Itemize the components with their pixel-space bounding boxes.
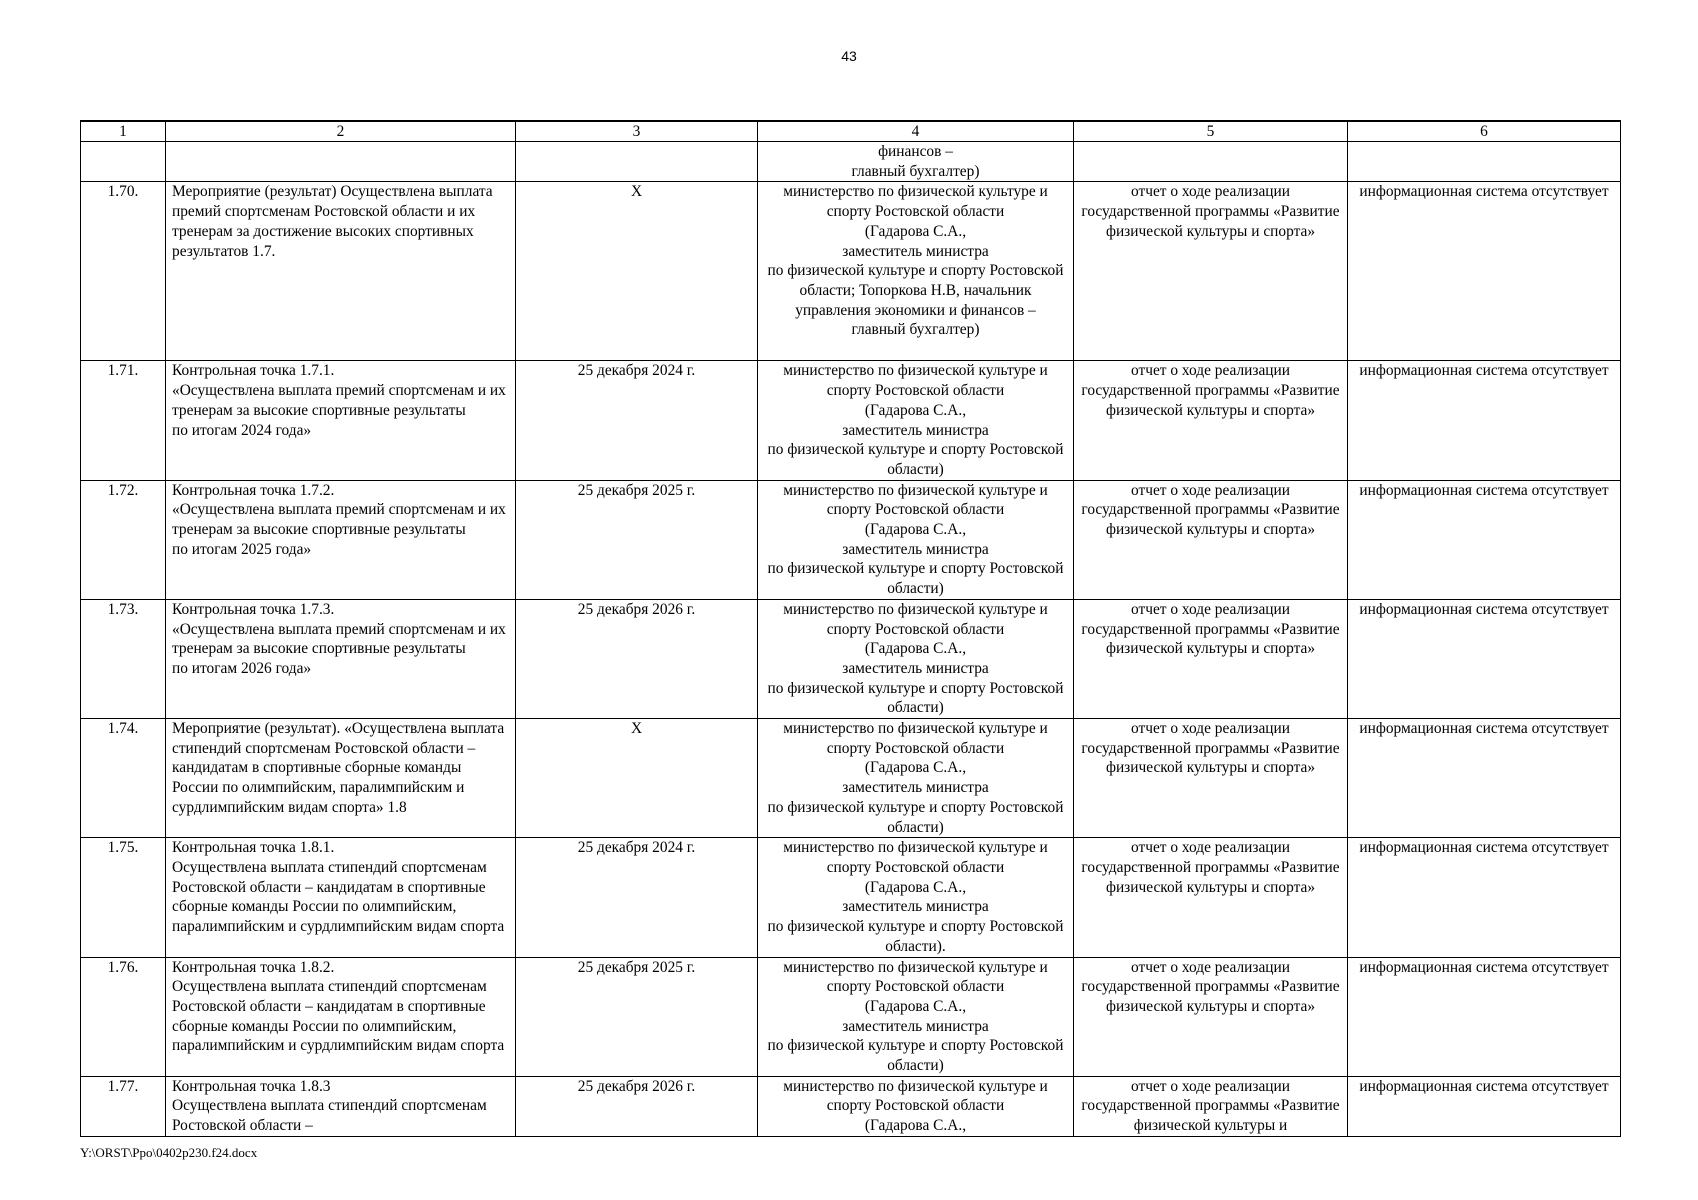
confirming-document-cell: отчет о ходе реализации государственной программы «Развитие физической культуры и спорта» xyxy=(1074,361,1348,480)
row-number-cell: 1.70. xyxy=(81,182,166,361)
information-system-cell: информационная система отсутствует xyxy=(1348,599,1621,718)
column-header: 6 xyxy=(1348,121,1621,142)
information-system-cell: информационная система отсутствует xyxy=(1348,1076,1621,1136)
row-number-cell xyxy=(81,142,166,182)
deadline-cell: 25 декабря 2024 г. xyxy=(516,838,758,957)
column-header: 2 xyxy=(166,121,516,142)
deadline-cell: 25 декабря 2025 г. xyxy=(516,480,758,599)
event-name-cell: Контрольная точка 1.7.1. «Осуществлена выплата премий спортсменам и их тренерам за высокие спортивные результаты по итогам 2024 года» xyxy=(166,361,516,480)
event-name-cell: Контрольная точка 1.7.2. «Осуществлена выплата премий спортсменам и их тренерам за высокие спортивные результаты по итогам 2025 года» xyxy=(166,480,516,599)
table-row xyxy=(81,142,1621,182)
row-number-cell: 1.75. xyxy=(81,838,166,957)
table-header-row xyxy=(81,121,1621,142)
row-number-cell: 1.71. xyxy=(81,361,166,480)
row-number-cell: 1.72. xyxy=(81,480,166,599)
information-system-cell: информационная система отсутствует xyxy=(1348,480,1621,599)
confirming-document-cell: отчет о ходе реализации государственной программы «Развитие физической культуры и спорта» xyxy=(1074,599,1348,718)
information-system-cell: информационная система отсутствует xyxy=(1348,182,1621,361)
row-number-cell: 1.76. xyxy=(81,957,166,1076)
information-system-cell xyxy=(1348,142,1621,182)
information-system-cell: информационная система отсутствует xyxy=(1348,957,1621,1076)
responsible-cell: министерство по физической культуре и спорту Ростовской области (Гадарова С.А., заместитель министра по физической культуре и спорту Ростовской области) xyxy=(758,599,1074,718)
confirming-document-cell: отчет о ходе реализации государственной программы «Развитие физической культуры и спорта» xyxy=(1074,719,1348,838)
event-name-cell: Мероприятие (результат). «Осуществлена выплата стипендий спортсменам Ростовской области – кандидатам в спортивные сборные команды России по олимпийским, паралимпийским и сурдлимпийским видам спорта» 1.8 xyxy=(166,719,516,838)
responsible-cell: министерство по физической культуре и спорту Ростовской области (Гадарова С.А., заместитель министра по физической культуре и спорту Ростовской области; Топоркова Н.В, начальник управления экономики и финансов – главный бухгалтер) xyxy=(758,182,1074,361)
confirming-document-cell: отчет о ходе реализации государственной программы «Развитие физической культуры и xyxy=(1074,1076,1348,1136)
table-row xyxy=(81,1076,1621,1136)
event-name-cell: Контрольная точка 1.8.2. Осуществлена выплата стипендий спортсменам Ростовской области – кандидатам в спортивные сборные команды России по олимпийским, паралимпийским и сурдлимпийским видам спорта xyxy=(166,957,516,1076)
event-name-cell: Мероприятие (результат) Осуществлена выплата премий спортсменам Ростовской области и их тренерам за достижение высоких спортивных результатов 1.7. xyxy=(166,182,516,361)
table-row xyxy=(81,361,1621,480)
deadline-cell: 25 декабря 2026 г. xyxy=(516,1076,758,1136)
information-system-cell: информационная система отсутствует xyxy=(1348,838,1621,957)
table-row xyxy=(81,838,1621,957)
responsible-cell: министерство по физической культуре и спорту Ростовской области (Гадарова С.А., заместитель министра по физической культуре и спорту Ростовской области) xyxy=(758,361,1074,480)
responsible-cell: министерство по физической культуре и спорту Ростовской области (Гадарова С.А., заместитель министра по физической культуре и спорту Ростовской области) xyxy=(758,719,1074,838)
deadline-cell: 25 декабря 2026 г. xyxy=(516,599,758,718)
column-header: 4 xyxy=(758,121,1074,142)
responsible-cell: министерство по физической культуре и спорту Ростовской области (Гадарова С.А., xyxy=(758,1076,1074,1136)
row-number-cell: 1.73. xyxy=(81,599,166,718)
confirming-document-cell: отчет о ходе реализации государственной программы «Развитие физической культуры и спорта» xyxy=(1074,480,1348,599)
column-header: 3 xyxy=(516,121,758,142)
confirming-document-cell: отчет о ходе реализации государственной программы «Развитие физической культуры и спорта» xyxy=(1074,838,1348,957)
table-row xyxy=(81,719,1621,838)
confirming-document-cell xyxy=(1074,142,1348,182)
responsible-cell: министерство по физической культуре и спорту Ростовской области (Гадарова С.А., заместитель министра по физической культуре и спорту Ростовской области). xyxy=(758,838,1074,957)
row-number-cell: 1.74. xyxy=(81,719,166,838)
column-header: 5 xyxy=(1074,121,1348,142)
table-row xyxy=(81,480,1621,599)
deadline-cell: X xyxy=(516,719,758,838)
deadline-cell: X xyxy=(516,182,758,361)
event-name-cell: Контрольная точка 1.8.3 Осуществлена выплата стипендий спортсменам Ростовской области – xyxy=(166,1076,516,1136)
table-row xyxy=(81,957,1621,1076)
event-name-cell: Контрольная точка 1.8.1. Осуществлена выплата стипендий спортсменам Ростовской области – кандидатам в спортивные сборные команды России по олимпийским, паралимпийским и сурдлимпийским видам спорта xyxy=(166,838,516,957)
column-header: 1 xyxy=(81,121,166,142)
deadline-cell: 25 декабря 2025 г. xyxy=(516,957,758,1076)
row-number-cell: 1.77. xyxy=(81,1076,166,1136)
responsible-cell: финансов – главный бухгалтер) xyxy=(758,142,1074,182)
confirming-document-cell: отчет о ходе реализации государственной программы «Развитие физической культуры и спорта» xyxy=(1074,957,1348,1076)
information-system-cell: информационная система отсутствует xyxy=(1348,361,1621,480)
responsible-cell: министерство по физической культуре и спорту Ростовской области (Гадарова С.А., заместитель министра по физической культуре и спорту Ростовской области) xyxy=(758,480,1074,599)
responsible-cell: министерство по физической культуре и спорту Ростовской области (Гадарова С.А., заместитель министра по физической культуре и спорту Ростовской области) xyxy=(758,957,1074,1076)
information-system-cell: информационная система отсутствует xyxy=(1348,719,1621,838)
table-row xyxy=(81,182,1621,361)
table-row xyxy=(81,599,1621,718)
footer-file-path: Y:\ORST\Ppo\0402p230.f24.docx xyxy=(80,1145,258,1160)
event-name-cell xyxy=(166,142,516,182)
deadline-cell: 25 декабря 2024 г. xyxy=(516,361,758,480)
event-name-cell: Контрольная точка 1.7.3. «Осуществлена выплата премий спортсменам и их тренерам за высокие спортивные результаты по итогам 2026 года» xyxy=(166,599,516,718)
confirming-document-cell: отчет о ходе реализации государственной программы «Развитие физической культуры и спорта» xyxy=(1074,182,1348,361)
page-number: 43 xyxy=(841,48,857,64)
deadline-cell xyxy=(516,142,758,182)
document-table xyxy=(80,120,1621,1137)
